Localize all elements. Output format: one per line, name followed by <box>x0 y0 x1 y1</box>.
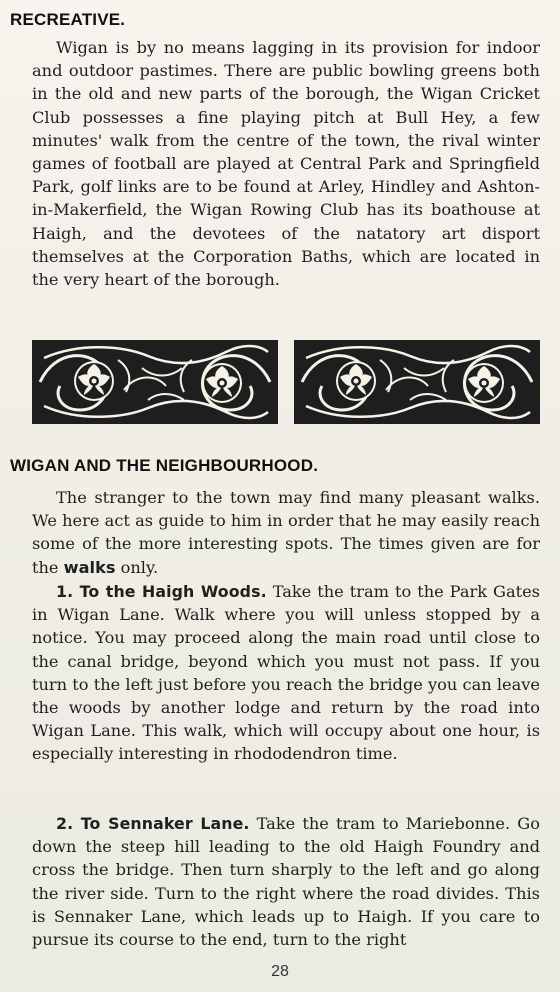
walk-1-title: 1. To the Haigh Woods. <box>56 582 267 601</box>
intro-text-before: The stranger to the town may find many pleasant walks. We here act as guide to him in order that he may easily reach some of the more interesting spots. The times given are for the <box>32 488 540 577</box>
walk-1-paragraph <box>32 580 540 766</box>
walk-1-text: Take the tram to the Park Gates in Wigan Lane. Walk where you will unless stopped by a notice. You may proceed along the main road until close to the canal bridge, beyond which you must not pass. If you turn to the left just before you reach the bridge you can leave the woods by another lodge and return by the road into Wigan Lane. This walk, which will occupy about one hour, is especially interesting in rhododendron time. <box>32 582 540 764</box>
walk-2-title: 2. To Sennaker Lane. <box>56 814 250 833</box>
walk-2-text: Take the tram to Mariebonne. Go down the steep hill leading to the old Haigh Foundry and cross the bridge. Then turn sharply to the left and go along the river side. Turn to the right where the road divides. This is Sennaker Lane, which leads up to Haigh. If you care to pursue its course to the end, turn to the right <box>32 814 540 950</box>
neighbourhood-heading: WIGAN AND THE NEIGHBOURHOOD. <box>10 456 319 475</box>
page-number: 28 <box>271 963 289 980</box>
neighbourhood-intro <box>32 486 540 579</box>
art-nouveau-flower-border-icon <box>32 340 540 424</box>
walk-2-paragraph <box>32 812 540 951</box>
recreative-paragraph: Wigan is by no means lagging in its provision for indoor and outdoor pastimes. There are public bowling greens both in the old and new parts of the borough, the Wigan Cricket Club possesses a fine playing pitch at Bull Hey, a few minutes' walk from the centre of the town, the rival winter games of football are played at Central Park and Springfield Park, golf links are to be found at Arley, Hindley and Ashton-in-Makerfield, the Wigan Rowing Club has its boathouse at Haigh, and the devotees of the natatory art disport themselves at the Corporation Baths, which are located in the very heart of the borough. <box>32 38 540 290</box>
recreative-heading: RECREATIVE. <box>10 10 126 29</box>
intro-text-after: only. <box>115 557 159 577</box>
walks-emphasis: walks <box>63 557 116 577</box>
